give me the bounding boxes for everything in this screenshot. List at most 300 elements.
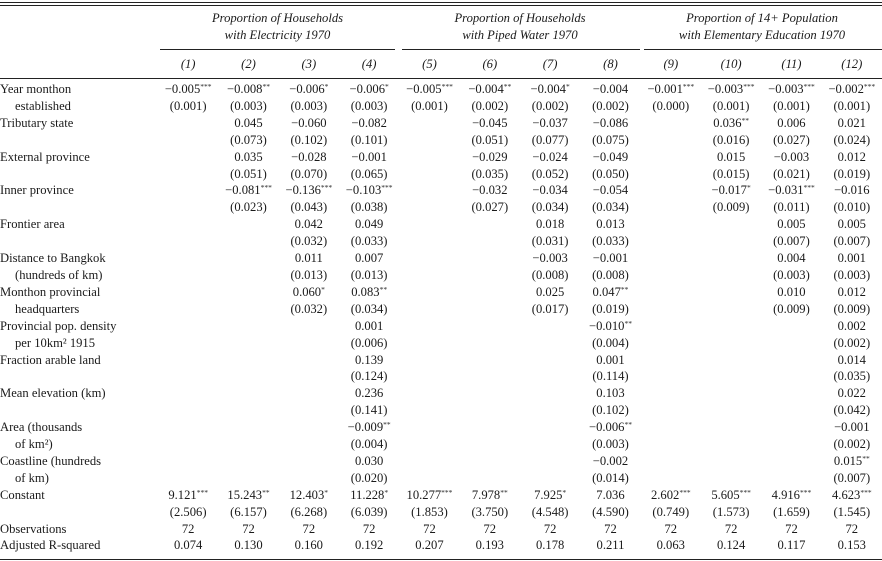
table-cell bbox=[701, 250, 761, 267]
table-cell: (0.020) bbox=[350, 470, 388, 485]
table-cell: (0.070) bbox=[290, 166, 328, 181]
table-cell bbox=[701, 470, 761, 487]
table-cell bbox=[218, 233, 278, 250]
table-cell bbox=[460, 335, 520, 352]
table-cell bbox=[460, 419, 520, 436]
table-cell: (0.009) bbox=[773, 301, 810, 316]
table-cell bbox=[399, 233, 459, 250]
table-cell: −0.002*** bbox=[828, 82, 876, 96]
row-label: headquarters bbox=[15, 301, 80, 316]
table-row bbox=[0, 318, 882, 335]
table-cell: 0.074 bbox=[173, 538, 203, 553]
table-cell bbox=[218, 301, 278, 318]
row-label: of km²) bbox=[15, 437, 53, 452]
table-cell bbox=[399, 335, 459, 352]
table-cell bbox=[158, 250, 218, 267]
table-cell: 7.036 bbox=[596, 487, 625, 502]
group-header-electricity bbox=[160, 10, 395, 44]
table-cell bbox=[701, 368, 761, 385]
table-cell bbox=[399, 385, 459, 402]
table-row bbox=[0, 470, 882, 487]
table-cell bbox=[641, 318, 701, 335]
table-cell bbox=[701, 267, 761, 284]
table-cell: 0.013 bbox=[596, 217, 625, 232]
table-cell bbox=[218, 284, 278, 301]
table-cell bbox=[279, 335, 339, 352]
table-cell bbox=[399, 166, 459, 183]
table-cell: 7.978** bbox=[471, 487, 508, 502]
column-header: (12) bbox=[841, 57, 863, 71]
table-cell: (0.011) bbox=[773, 200, 810, 215]
table-cell bbox=[158, 318, 218, 335]
table-cell: 0.063 bbox=[656, 538, 685, 553]
table-cell bbox=[641, 368, 701, 385]
table-cell: 0.042 bbox=[294, 217, 323, 232]
table-cell: 11.228* bbox=[350, 487, 389, 502]
table-cell bbox=[399, 419, 459, 436]
table-cell: 0.011 bbox=[294, 251, 323, 266]
table-cell: (0.017) bbox=[531, 301, 569, 316]
table-cell: 0.211 bbox=[596, 538, 625, 553]
table-cell bbox=[158, 385, 218, 402]
group-header-line: with Electricity 1970 bbox=[224, 28, 331, 42]
table-cell bbox=[701, 436, 761, 453]
row-label: Area (thousands bbox=[0, 420, 83, 435]
table-row bbox=[0, 436, 882, 453]
table-cell bbox=[218, 436, 278, 453]
row-label: Provincial pop. density bbox=[0, 318, 117, 333]
table-row bbox=[0, 132, 882, 149]
table-cell bbox=[701, 284, 761, 301]
table-cell bbox=[218, 250, 278, 267]
column-header: (7) bbox=[542, 57, 558, 71]
table-cell bbox=[399, 267, 459, 284]
column-header: (9) bbox=[663, 57, 679, 71]
table-cell: (1.545) bbox=[833, 504, 871, 519]
table-cell bbox=[399, 199, 459, 216]
table-cell bbox=[158, 199, 218, 216]
table-cell bbox=[701, 301, 761, 318]
table-cell bbox=[701, 385, 761, 402]
table-cell bbox=[158, 335, 218, 352]
table-cell: (0.102) bbox=[592, 403, 629, 418]
table-cell: (0.002) bbox=[471, 98, 509, 113]
table-cell: (0.027) bbox=[773, 132, 810, 147]
table-cell: (0.114) bbox=[592, 369, 629, 384]
table-cell: 0.207 bbox=[415, 538, 444, 553]
table-cell: −0.006* bbox=[289, 82, 329, 96]
table-cell: (0.008) bbox=[592, 267, 629, 282]
table-cell: 4.623*** bbox=[832, 487, 872, 502]
group-header-piped-water bbox=[400, 10, 640, 44]
table-cell bbox=[460, 301, 520, 318]
results-body bbox=[0, 81, 882, 554]
table-cell bbox=[399, 368, 459, 385]
table-cell: (0.042) bbox=[833, 403, 871, 418]
table-row bbox=[0, 182, 882, 199]
group-underline bbox=[160, 49, 395, 50]
table-row bbox=[0, 267, 882, 284]
table-cell: (0.016) bbox=[712, 132, 750, 147]
table-cell bbox=[641, 132, 701, 149]
group-header-line: Proportion of Households bbox=[211, 11, 344, 25]
table-cell bbox=[641, 436, 701, 453]
table-cell bbox=[218, 470, 278, 487]
table-cell: (6.039) bbox=[350, 504, 388, 519]
table-cell bbox=[460, 368, 520, 385]
column-header: (2) bbox=[241, 57, 256, 71]
table-cell: −0.049 bbox=[592, 149, 629, 164]
table-cell bbox=[218, 216, 278, 233]
table-cell bbox=[158, 352, 218, 369]
table-cell: 0.001 bbox=[837, 251, 866, 266]
table-cell bbox=[460, 233, 520, 250]
table-cell: (0.004) bbox=[592, 335, 629, 350]
table-cell bbox=[399, 436, 459, 453]
table-cell: (0.102) bbox=[290, 132, 328, 147]
table-cell: 0.015 bbox=[716, 149, 746, 164]
table-cell: (0.003) bbox=[773, 267, 810, 282]
table-cell bbox=[520, 402, 580, 419]
table-row bbox=[0, 453, 882, 470]
table-cell bbox=[520, 368, 580, 385]
table-cell bbox=[641, 216, 701, 233]
table-cell: 0.001 bbox=[596, 352, 625, 367]
table-cell: (6.268) bbox=[290, 504, 328, 519]
top-rule bbox=[0, 2, 882, 3]
row-label: Frontier area bbox=[0, 217, 65, 232]
table-cell bbox=[460, 250, 520, 267]
table-cell: −0.032 bbox=[472, 183, 508, 198]
table-cell: 0.010 bbox=[777, 284, 806, 299]
table-cell bbox=[520, 335, 580, 352]
table-cell: (0.051) bbox=[471, 132, 509, 147]
table-cell bbox=[158, 301, 218, 318]
table-cell bbox=[399, 352, 459, 369]
table-cell: (0.035) bbox=[471, 166, 509, 181]
table-cell bbox=[761, 470, 821, 487]
table-cell bbox=[520, 470, 580, 487]
row-label bbox=[0, 233, 158, 250]
table-row bbox=[0, 250, 882, 267]
table-cell: (0.001) bbox=[773, 98, 810, 113]
table-cell: 72 bbox=[181, 521, 195, 536]
table-cell bbox=[641, 149, 701, 166]
row-label: Coastline (hundreds bbox=[0, 453, 102, 468]
table-cell bbox=[158, 284, 218, 301]
table-cell: −0.054 bbox=[592, 183, 629, 198]
table-cell bbox=[761, 385, 821, 402]
table-cell: (4.548) bbox=[531, 504, 569, 519]
table-cell bbox=[761, 335, 821, 352]
table-cell bbox=[218, 335, 278, 352]
table-cell: −0.029 bbox=[472, 149, 508, 164]
table-cell bbox=[399, 318, 459, 335]
table-cell bbox=[279, 352, 339, 369]
table-cell: (0.001) bbox=[169, 98, 207, 113]
table-cell: 72 bbox=[423, 521, 436, 536]
table-cell bbox=[399, 149, 459, 166]
table-cell: 72 bbox=[242, 521, 255, 536]
table-cell: −0.024 bbox=[532, 149, 568, 164]
row-label: Adjusted R-squared bbox=[0, 538, 101, 553]
table-cell: (1.659) bbox=[773, 504, 810, 519]
table-cell: (0.034) bbox=[592, 200, 629, 215]
table-cell bbox=[701, 216, 761, 233]
table-cell: −0.037 bbox=[532, 115, 568, 130]
table-cell bbox=[158, 115, 218, 132]
table-cell: −0.016 bbox=[834, 183, 870, 198]
table-cell: −0.004 bbox=[592, 82, 629, 96]
table-cell: (0.007) bbox=[833, 234, 871, 249]
table-cell bbox=[460, 436, 520, 453]
row-label: Distance to Bangkok bbox=[0, 251, 106, 266]
header-rule bbox=[0, 78, 882, 79]
table-row bbox=[0, 419, 882, 436]
table-cell: −0.004** bbox=[468, 82, 512, 96]
table-cell bbox=[279, 470, 339, 487]
table-cell: (0.021) bbox=[773, 166, 810, 181]
table-cell: (0.003) bbox=[833, 267, 871, 282]
table-cell: (0.141) bbox=[350, 403, 388, 418]
table-cell: 0.004 bbox=[777, 251, 806, 266]
table-cell: (0.010) bbox=[833, 200, 871, 215]
table-cell: 72 bbox=[302, 521, 316, 536]
table-cell: (0.004) bbox=[350, 437, 388, 452]
table-cell: 9.121*** bbox=[168, 487, 208, 502]
column-header: (3) bbox=[301, 57, 317, 71]
table-row bbox=[0, 487, 882, 504]
table-cell bbox=[460, 453, 520, 470]
table-cell: (0.749) bbox=[652, 504, 690, 519]
table-cell bbox=[520, 318, 580, 335]
table-cell: −0.002 bbox=[592, 453, 629, 468]
table-cell bbox=[701, 402, 761, 419]
row-label bbox=[0, 166, 158, 183]
table-row bbox=[0, 115, 882, 132]
table-cell: (0.033) bbox=[350, 234, 388, 249]
group-underline bbox=[402, 49, 640, 50]
table-cell: (0.052) bbox=[531, 166, 569, 181]
table-cell: 0.007 bbox=[354, 251, 384, 266]
table-row bbox=[0, 301, 882, 318]
table-cell: −0.004* bbox=[530, 82, 570, 96]
table-cell bbox=[399, 453, 459, 470]
group-header-line: with Elementary Education 1970 bbox=[678, 28, 846, 42]
table-cell: (0.001) bbox=[712, 98, 750, 113]
table-cell bbox=[218, 267, 278, 284]
table-cell bbox=[158, 402, 218, 419]
table-cell: 4.916*** bbox=[771, 487, 812, 502]
table-cell bbox=[701, 352, 761, 369]
table-cell bbox=[218, 453, 278, 470]
row-label: Monthon provincial bbox=[0, 284, 101, 299]
table-cell: −0.001*** bbox=[647, 82, 695, 96]
table-cell: (0.000) bbox=[652, 98, 690, 113]
group-header-line: Proportion of Households bbox=[454, 11, 586, 25]
table-cell bbox=[279, 385, 339, 402]
group-header-line: Proportion of 14+ Population bbox=[686, 11, 838, 25]
table-cell: 0.012 bbox=[837, 284, 866, 299]
table-cell bbox=[399, 216, 459, 233]
table-cell: (0.002) bbox=[833, 335, 871, 350]
row-label: Constant bbox=[0, 487, 45, 502]
table-cell: −0.103*** bbox=[345, 183, 393, 198]
column-header: (6) bbox=[482, 57, 498, 71]
row-label bbox=[0, 504, 158, 521]
table-row bbox=[0, 166, 882, 183]
row-label: Inner province bbox=[0, 183, 74, 198]
table-cell bbox=[761, 318, 821, 335]
table-cell: (1.573) bbox=[712, 504, 750, 519]
table-cell bbox=[520, 436, 580, 453]
table-cell bbox=[701, 453, 761, 470]
table-cell bbox=[460, 267, 520, 284]
table-cell bbox=[218, 419, 278, 436]
table-cell bbox=[158, 436, 218, 453]
table-cell bbox=[399, 470, 459, 487]
table-cell: (0.065) bbox=[350, 166, 388, 181]
table-cell: −0.008** bbox=[227, 82, 270, 96]
table-cell bbox=[158, 419, 218, 436]
table-cell: −0.006* bbox=[349, 82, 389, 96]
table-cell: (0.009) bbox=[833, 301, 871, 316]
table-cell: 0.117 bbox=[777, 538, 806, 553]
table-row bbox=[0, 385, 882, 402]
table-cell: −0.031*** bbox=[768, 183, 815, 198]
table-cell: (3.750) bbox=[471, 504, 509, 519]
table-cell: 0.060* bbox=[292, 284, 325, 299]
table-cell bbox=[761, 436, 821, 453]
table-cell bbox=[399, 284, 459, 301]
table-cell: (0.075) bbox=[592, 132, 629, 147]
table-cell: (6.157) bbox=[230, 504, 267, 519]
table-cell bbox=[158, 166, 218, 183]
table-cell: 10.277*** bbox=[406, 487, 453, 502]
table-cell: 0.005 bbox=[777, 217, 806, 232]
table-cell: (0.003) bbox=[350, 98, 388, 113]
table-cell: 0.193 bbox=[475, 538, 504, 553]
table-cell: −0.082 bbox=[351, 115, 387, 130]
table-cell: (0.019) bbox=[592, 301, 629, 316]
table-cell: 0.036** bbox=[713, 115, 750, 130]
table-row bbox=[0, 233, 882, 250]
table-cell bbox=[520, 453, 580, 470]
column-header: (1) bbox=[180, 57, 196, 71]
table-cell: −0.028 bbox=[291, 149, 327, 164]
column-header: (5) bbox=[422, 57, 437, 71]
bottom-rule bbox=[0, 559, 882, 560]
table-cell bbox=[761, 402, 821, 419]
table-cell bbox=[158, 132, 218, 149]
table-row bbox=[0, 284, 882, 301]
table-cell bbox=[520, 419, 580, 436]
group-header-line: with Piped Water 1970 bbox=[462, 28, 578, 42]
table-cell bbox=[761, 352, 821, 369]
column-header: (10) bbox=[720, 57, 742, 71]
table-cell bbox=[761, 419, 821, 436]
table-cell: (0.007) bbox=[833, 470, 871, 485]
table-cell: (0.124) bbox=[350, 369, 388, 384]
table-cell: 0.124 bbox=[716, 538, 746, 553]
table-cell: −0.010** bbox=[588, 318, 632, 333]
table-cell bbox=[218, 352, 278, 369]
table-cell: 72 bbox=[785, 521, 798, 536]
table-cell bbox=[399, 115, 459, 132]
table-cell bbox=[641, 301, 701, 318]
table-cell: (0.001) bbox=[833, 98, 871, 113]
table-cell: (0.014) bbox=[592, 470, 629, 485]
table-cell: 72 bbox=[724, 521, 738, 536]
table-cell bbox=[279, 318, 339, 335]
table-cell: (0.013) bbox=[290, 267, 328, 282]
table-cell: −0.009** bbox=[347, 420, 391, 435]
table-cell: (0.006) bbox=[350, 335, 388, 350]
table-cell bbox=[399, 250, 459, 267]
row-label: Fraction arable land bbox=[0, 352, 101, 367]
table-cell bbox=[158, 470, 218, 487]
table-cell bbox=[701, 318, 761, 335]
table-cell: −0.136*** bbox=[285, 183, 333, 198]
table-cell bbox=[641, 419, 701, 436]
table-cell: (0.031) bbox=[531, 234, 569, 249]
table-cell: (0.101) bbox=[350, 132, 388, 147]
table-cell: (0.077) bbox=[531, 132, 569, 147]
table-cell: 72 bbox=[362, 521, 376, 536]
table-row bbox=[0, 402, 882, 419]
table-cell bbox=[641, 166, 701, 183]
table-cell: 0.192 bbox=[354, 538, 384, 553]
table-cell: 12.403* bbox=[289, 487, 329, 502]
table-cell: 0.015** bbox=[833, 453, 870, 468]
table-cell bbox=[701, 233, 761, 250]
table-cell: −0.001 bbox=[834, 420, 870, 435]
table-cell bbox=[641, 267, 701, 284]
table-cell: 0.083** bbox=[351, 284, 388, 299]
table-cell bbox=[218, 402, 278, 419]
table-cell: (0.032) bbox=[290, 234, 328, 249]
table-cell bbox=[641, 352, 701, 369]
table-cell bbox=[279, 453, 339, 470]
row-label bbox=[0, 132, 158, 149]
table-cell bbox=[641, 182, 701, 199]
table-row bbox=[0, 216, 882, 233]
table-cell bbox=[761, 368, 821, 385]
table-cell: 0.047** bbox=[592, 284, 629, 299]
table-cell: (0.009) bbox=[712, 200, 750, 215]
table-row bbox=[0, 368, 882, 385]
table-cell: (0.038) bbox=[350, 200, 388, 215]
table-cell bbox=[399, 402, 459, 419]
table-cell: (0.035) bbox=[833, 369, 871, 384]
table-cell bbox=[460, 216, 520, 233]
table-cell bbox=[399, 182, 459, 199]
table-cell: −0.034 bbox=[532, 183, 568, 198]
table-cell bbox=[279, 419, 339, 436]
column-header: (11) bbox=[781, 57, 802, 71]
table-cell: 72 bbox=[845, 521, 859, 536]
table-cell bbox=[520, 385, 580, 402]
row-label: Observations bbox=[0, 521, 67, 536]
table-cell bbox=[158, 368, 218, 385]
table-row bbox=[0, 149, 882, 166]
table-cell: −0.003*** bbox=[707, 82, 755, 96]
table-cell: 7.925* bbox=[534, 487, 567, 502]
table-cell bbox=[460, 402, 520, 419]
table-cell bbox=[158, 453, 218, 470]
table-cell: 0.103 bbox=[596, 386, 625, 401]
table-cell: (0.073) bbox=[230, 132, 267, 147]
